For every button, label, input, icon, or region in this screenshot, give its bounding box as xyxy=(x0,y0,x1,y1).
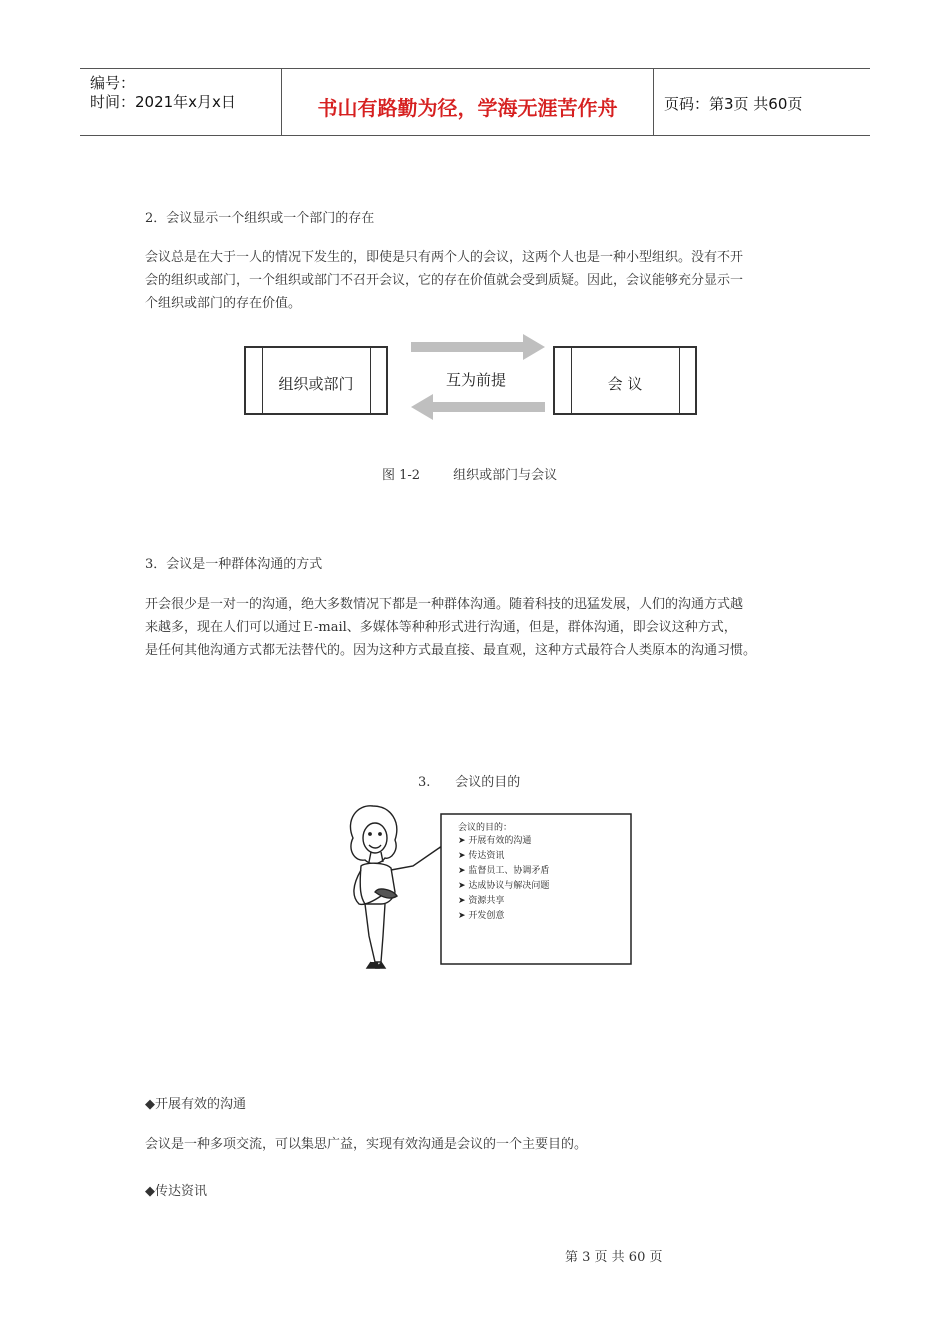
arrow-left-icon xyxy=(411,394,545,420)
slide-bullet-icon: ➤ xyxy=(458,866,469,876)
slide-bullet-icon: ➤ xyxy=(458,851,469,861)
header-top-rule xyxy=(80,68,870,69)
meeting-box xyxy=(553,346,697,415)
bullet-text: 会议是一种多项交流，可以集思广益，实现有效沟通是会议的一个主要目的。 xyxy=(145,1137,588,1152)
section-heading: 2．会议显示一个组织或一个部门的存在 xyxy=(145,211,375,226)
slide-item: ➤ 达成协议与解决问题 xyxy=(458,881,550,891)
slide-item: ➤ 开展有效的沟通 xyxy=(458,836,532,846)
paragraph-line: 来越多，现在人们可以通过Ｅ-mail、多媒体等种种形式进行沟通，但是，群体沟通，即会议这种方式， xyxy=(145,620,737,635)
slide-item: ➤ 传达资讯 xyxy=(458,851,505,861)
presenter-figure-icon xyxy=(350,806,439,968)
purpose-heading: 3. 会议的目的 xyxy=(418,775,521,790)
slide-bullet-icon: ➤ xyxy=(458,836,469,846)
paragraph-line: 个组织或部门的存在价值。 xyxy=(145,296,302,311)
header-divider xyxy=(653,68,654,135)
organization-box-label: 组织或部门 xyxy=(278,375,354,393)
document-number-label: 编号： xyxy=(90,74,136,92)
slide-bullet-icon: ➤ xyxy=(458,896,469,906)
mutual-premise-label: 互为前提 xyxy=(445,371,506,389)
arrow-right-icon xyxy=(411,334,545,360)
slide-bullet-icon: ➤ xyxy=(458,881,469,891)
paragraph xyxy=(145,593,835,662)
figure-caption: 图 1-2 组织或部门与会议 xyxy=(382,468,558,483)
slide-bullet-icon: ➤ xyxy=(458,911,469,921)
header-motto: 书山有路勤为径，学海无涯苦作舟 xyxy=(317,96,618,120)
section-heading: 3．会议是一种群体沟通的方式 xyxy=(145,557,323,572)
paragraph-line: 会议总是在大于一人的情况下发生的，即使是只有两个人的会议，这两个人也是一种小型组织。没有不开 xyxy=(145,250,744,265)
paragraph xyxy=(145,246,825,315)
slide-item: ➤ 开发创意 xyxy=(458,911,505,921)
bullet-heading: ◆传达资讯 xyxy=(145,1184,207,1199)
paragraph-line: 是任何其他沟通方式都无法替代的。因为这种方式最直接、最直观，这种方式最符合人类原本的沟通习惯。 xyxy=(145,643,757,658)
bullet-heading: ◆开展有效的沟通 xyxy=(145,1097,246,1112)
slide-item: ➤ 监督员工、协调矛盾 xyxy=(458,866,550,876)
slide-list xyxy=(458,834,549,924)
document-time-label: 时间：2021年x月x日 xyxy=(90,93,236,111)
slide-item: ➤ 资源共享 xyxy=(458,896,505,906)
page-footer: 第 3 页 共 60 页 xyxy=(565,1250,663,1265)
paragraph-line: 会的组织或部门，一个组织或部门不召开会议，它的存在价值就会受到质疑。因此，会议能够充分显示一 xyxy=(145,273,744,288)
slide-title: 会议的目的： xyxy=(458,823,513,833)
organization-box xyxy=(244,346,388,415)
meeting-box-label: 会 议 xyxy=(607,375,643,393)
paragraph-line: 开会很少是一对一的沟通，绝大多数情况下都是一种群体沟通。随着科技的迅猛发展，人们的沟通方式越 xyxy=(145,597,744,612)
header-page-label: 页码：第3页 共60页 xyxy=(664,95,803,113)
header-bottom-rule xyxy=(80,135,870,136)
